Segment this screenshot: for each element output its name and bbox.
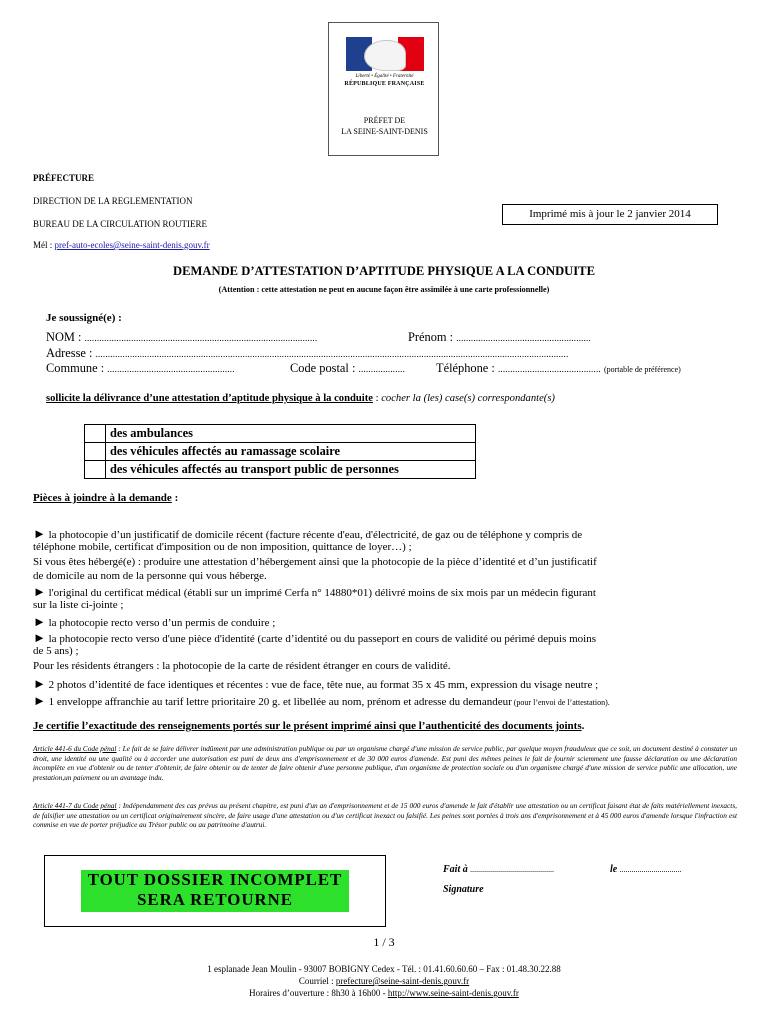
marianne-flag-icon — [346, 37, 424, 71]
sollicite-line — [46, 393, 555, 404]
piece-text: la photocopie d’un justificatif de domicile récent (facture récente d'eau, d'électricité, de gaz ou de téléphone y compris de — [48, 529, 583, 541]
fait-a-field[interactable] — [443, 864, 554, 875]
checkbox-ramassage-scolaire[interactable] — [85, 443, 106, 461]
option-ambulances: des ambulances — [106, 425, 476, 443]
bullet-icon: ► — [33, 526, 46, 541]
piece-text: la photocopie recto verso d’un permis de conduire ; — [48, 617, 276, 629]
update-date-box: Imprimé mis à jour le 2 janvier 2014 — [502, 204, 718, 225]
piece-text: Pour les résidents étrangers : la photocopie de la carte de résident étranger en cours de validité. — [33, 660, 451, 672]
footer-email-link[interactable]: prefecture@seine-saint-denis.gouv.fr — [335, 976, 470, 986]
footer-hours-line — [0, 988, 768, 998]
fait-a-label: Fait à — [443, 864, 468, 875]
footer-hours: Horaires d’ouverture : 8h30 à 16h00 - — [249, 988, 388, 998]
adresse-label: Adresse : — [46, 346, 93, 360]
table-row — [85, 443, 476, 461]
piece-text: Si vous êtes hébergé(e) : produire une attestation d’hébergement ainsi que la photocopie de la pièce d’identité et d’un justificatif — [33, 556, 597, 568]
footer-address: 1 esplanade Jean Moulin - 93007 BOBIGNY Cedex - Tél. : 01.41.60.60.60 – Fax : 01.48.30.22.88 — [207, 964, 561, 974]
piece-note: (pour l’envoi de l’attestation). — [511, 698, 610, 707]
code-postal-dots: ................... — [358, 364, 406, 374]
piece-enveloppe — [33, 693, 610, 709]
checkbox-ambulances[interactable] — [85, 425, 106, 443]
prenom-label: Prénom : — [408, 330, 454, 344]
email-link[interactable]: pref-auto-ecoles@seine-saint-denis.gouv.fr — [54, 240, 210, 250]
telephone-dots: .......................................... — [497, 364, 601, 374]
telephone-field[interactable] — [436, 361, 681, 376]
commune-field[interactable] — [46, 361, 235, 376]
page-number: 1 / 3 — [373, 935, 395, 949]
prenom-field[interactable] — [408, 330, 591, 345]
nom-dots: ............................................................................................... — [84, 333, 318, 343]
bullet-icon: ► — [33, 630, 46, 645]
table-row — [85, 425, 476, 443]
piece-text: 1 enveloppe affranchie au tarif lettre prioritaire 20 g. et libellée au nom, prénom et adresse du demandeur — [48, 696, 512, 708]
option-ramassage-scolaire: des véhicules affectés au ramassage scolaire — [106, 443, 476, 461]
piece-text: téléphone mobile, certificat d'imposition ou de non imposition, quittance de loyer…) ; — [33, 541, 412, 553]
footer-email-label: Courriel : — [298, 976, 336, 986]
commune-dots: .................................................... — [107, 364, 235, 374]
prefecture-label: PRÉFECTURE — [33, 173, 95, 183]
bullet-icon: ► — [33, 584, 46, 599]
form-intro: Je soussigné(e) : — [46, 312, 122, 324]
legal-text: : Indépendamment des cas prévus au présent chapitre, est puni d'un an d'emprisonnement et de 15 000 euros d'amende le fait d'établir une attestation ou un certificat faisant état de faits matériellement inexacts, de falsifier une attestation ou un certificat originairement sincère, de faire usage d'une attestation ou d'un certificat inexact ou falsifié. Les peines sont portées à trois ans d'emprisonnement et à 45 000 euros d'amende lorsque l'infraction est commise en vue de porter préjudice au Trésor public ou au patrimoine d'autrui. — [33, 801, 737, 830]
certification-statement — [33, 720, 584, 732]
code-postal-label: Code postal : — [290, 361, 356, 375]
pieces-heading-text: Pièces à joindre à la demande — [33, 492, 172, 504]
sollicite-text: sollicite la délivrance d’une attestation d’aptitude physique à la conduite — [46, 393, 373, 404]
certification-dot: . — [581, 720, 585, 732]
certification-text: Je certifie l’exactitude des renseignements portés sur le présent imprimé ainsi que l’authenticité des documents joints — [33, 720, 582, 732]
document-subtitle: (Attention : cette attestation ne peut en aucune façon être assimilée à une carte professionnelle) — [218, 285, 550, 294]
piece-text: de 5 ans) ; — [33, 645, 79, 657]
nom-label: NOM : — [46, 330, 82, 344]
legal-ref: Article 441-7 du Code pénal — [33, 801, 117, 810]
direction-label: DIRECTION DE LA REGLEMENTATION — [33, 196, 193, 206]
legal-text: : Le fait de se faire délivrer indûment par une administration publique ou par un organisme chargé d'une mission de service public, par quelque moyen frauduleux que ce soit, un document destiné à constater un droit, une identité ou une qualité ou à accorder une autorisation est puni de deux ans d'emprisonnement et de 30 000 euros d'amende. Est puni des mêmes peines le fait de fournir sciemment une fausse déclaration ou une déclaration incomplète en vue d'obtenir ou de tenter d'obtenir, de faire obtenir ou de tenter de faire obtenir d'une personne publique, d'un organisme de protection sociale ou d'un organisme chargé d'une mission de service public une allocation, une prestation,un paiement ou un avantage indu. — [33, 744, 737, 782]
code-postal-field[interactable] — [290, 361, 405, 376]
piece-photos — [33, 676, 598, 692]
date-dots: ............................... — [619, 865, 682, 874]
legal-article-441-6 — [33, 744, 737, 782]
republic-motto: Liberté • Égalité • Fraternité — [355, 74, 414, 79]
legal-ref: Article 441-6 du Code pénal — [33, 744, 117, 753]
adresse-field[interactable] — [46, 346, 568, 361]
email-label: Mél : — [33, 240, 55, 250]
bureau-label: BUREAU DE LA CIRCULATION ROUTIERE — [33, 219, 207, 229]
nom-field[interactable] — [46, 330, 317, 345]
bullet-icon: ► — [33, 693, 46, 708]
piece-text: l'original du certificat médical (établi sur un imprimé Cerfa n° 14880*01) délivré moins de six mois par un médecin figurant — [48, 587, 596, 599]
prefet-line-2: LA SEINE-SAINT-DENIS — [341, 127, 428, 136]
email-line — [33, 240, 210, 250]
piece-text: la photocopie recto verso d'une pièce d'identité (carte d’identité ou du passeport en cours de validité ou périmé depuis moins — [48, 633, 596, 645]
piece-identite — [33, 630, 596, 646]
commune-label: Commune : — [46, 361, 105, 375]
legal-article-441-7 — [33, 801, 737, 830]
table-row — [85, 461, 476, 479]
document-title: DEMANDE D’ATTESTATION D’APTITUDE PHYSIQUE A LA CONDUITE — [173, 264, 595, 278]
adresse-dots: ................................................................................................................................................................................................. — [95, 349, 569, 359]
telephone-note: (portable de préférence) — [603, 365, 681, 374]
piece-text: sur la liste ci-jointe ; — [33, 599, 124, 611]
prenom-dots: ....................................................... — [456, 333, 591, 343]
sollicite-note: cocher la (les) case(s) correspondante(s) — [381, 393, 555, 404]
telephone-label: Téléphone : — [436, 361, 495, 375]
prefet-line-1: PRÉFET DE — [363, 116, 406, 125]
republic-name: RÉPUBLIQUE FRANÇAISE — [344, 81, 425, 87]
footer-email-line — [0, 976, 768, 986]
pieces-heading-colon: : — [171, 492, 179, 504]
fait-a-dots: .......................................... — [470, 865, 555, 874]
piece-text: 2 photos d’identité de face identiques et récentes : vue de face, tête nue, au format 35 x 45 mm, expression du visage neutre ; — [48, 679, 599, 691]
prefecture-logo — [328, 22, 439, 156]
bullet-icon: ► — [33, 614, 46, 629]
option-transport-public: des véhicules affectés au transport public de personnes — [106, 461, 476, 479]
pieces-heading — [33, 492, 178, 504]
checkbox-transport-public[interactable] — [85, 461, 106, 479]
piece-permis — [33, 614, 275, 630]
date-field[interactable] — [610, 864, 682, 875]
warning-line-2: SERA RETOURNE — [137, 889, 293, 909]
bullet-icon: ► — [33, 676, 46, 691]
footer-website-link[interactable]: http://www.seine-saint-denis.gouv.fr — [387, 988, 519, 998]
sollicite-sep: : — [372, 393, 382, 404]
piece-domicile — [33, 526, 582, 542]
warning-line-1: TOUT DOSSIER INCOMPLET — [87, 870, 343, 889]
signature-label: Signature — [443, 884, 484, 895]
incomplete-warning — [81, 870, 349, 912]
date-label: le — [610, 864, 618, 875]
piece-certificat — [33, 584, 596, 600]
piece-text: de domicile au nom de la personne qui vous héberge. — [33, 570, 267, 582]
incomplete-warning-box — [44, 855, 386, 927]
vehicle-type-table — [84, 424, 476, 479]
